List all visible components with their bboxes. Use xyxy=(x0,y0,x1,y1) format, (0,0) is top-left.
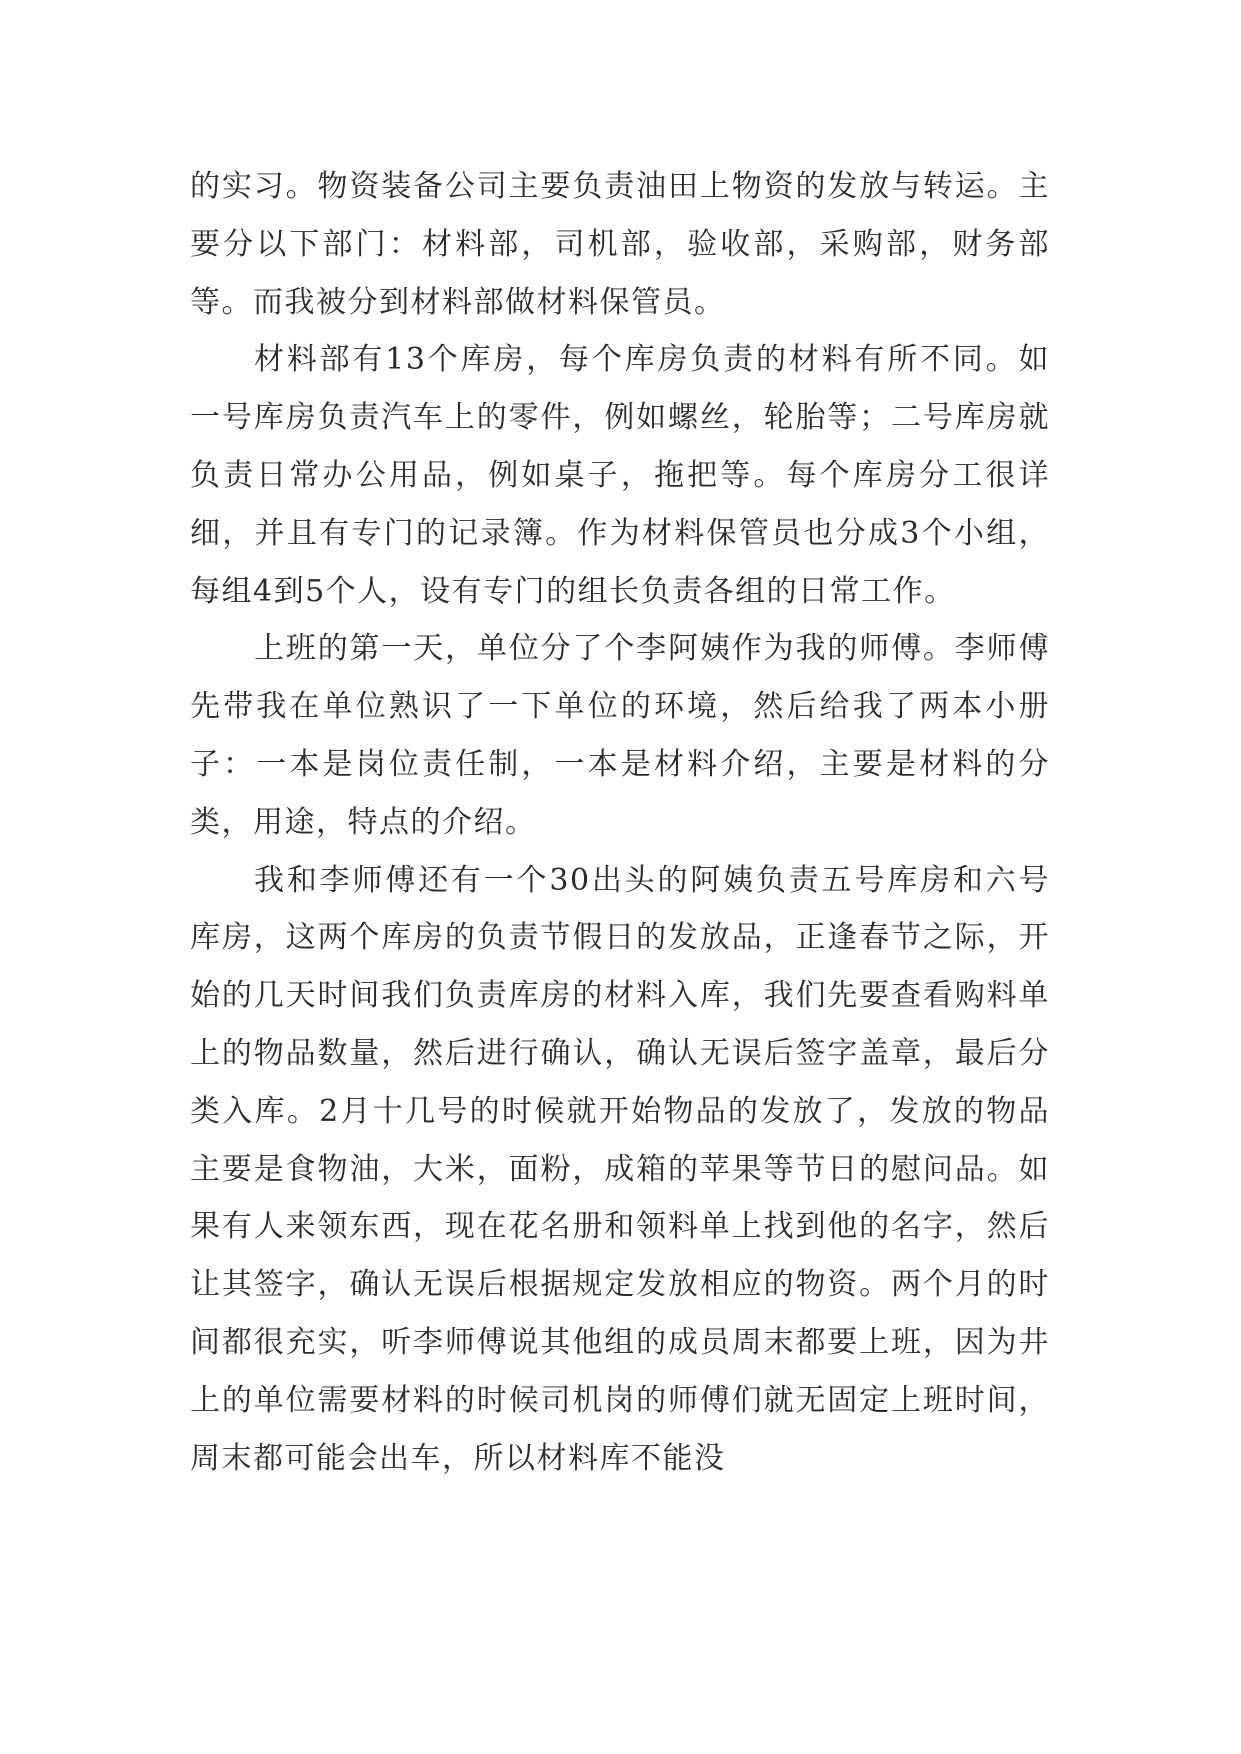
paragraph-work-details: 我和李师傅还有一个30出头的阿姨负责五号库房和六号库房，这两个库房的负责节假日的发放品，正逢春节之际，开始的几天时间我们负责库房的材料入库，我们先要查看购料单上的物品数量，然后进行确认，确认无误后签字盖章，最后分类入库。2月十几号的时候就开始物品的发放了，发放的物品主要是食物油，大米，面粉，成箱的苹果等节日的慰问品。如果有人来领东西，现在花名册和领料单上找到他的名字，然后让其签字，确认无误后根据规定发放相应的物资。两个月的时间都很充实，听李师傅说其他组的成员周末都要上班，因为井上的单位需要材料的时候司机岗的师傅们就无固定上班时间，周末都可能会出车，所以材料库不能没 xyxy=(190,862,1050,1476)
paragraph-continued: 的实习。物资装备公司主要负责油田上物资的发放与转运。主要分以下部门：材料部，司机部，验收部，采购部，财务部等。而我被分到材料部做材料保管员。 xyxy=(190,169,1050,320)
body-text xyxy=(190,158,1050,1487)
paragraph-first-day: 上班的第一天，单位分了个李阿姨作为我的师傅。李师傅先带我在单位熟识了一下单位的环境，然后给我了两本小册子：一本是岗位责任制，一本是材料介绍，主要是材料的分类，用途，特点的介绍。 xyxy=(190,631,1050,840)
paragraph-warehouses: 材料部有13个库房，每个库房负责的材料有所不同。如一号库房负责汽车上的零件，例如螺丝，轮胎等；二号库房就负责日常办公用品，例如桌子，拖把等。每个库房分工很详细，并且有专门的记录簿。作为材料保管员也分成3个小组，每组4到5个人，设有专门的组长负责各组的日常工作。 xyxy=(190,342,1050,609)
